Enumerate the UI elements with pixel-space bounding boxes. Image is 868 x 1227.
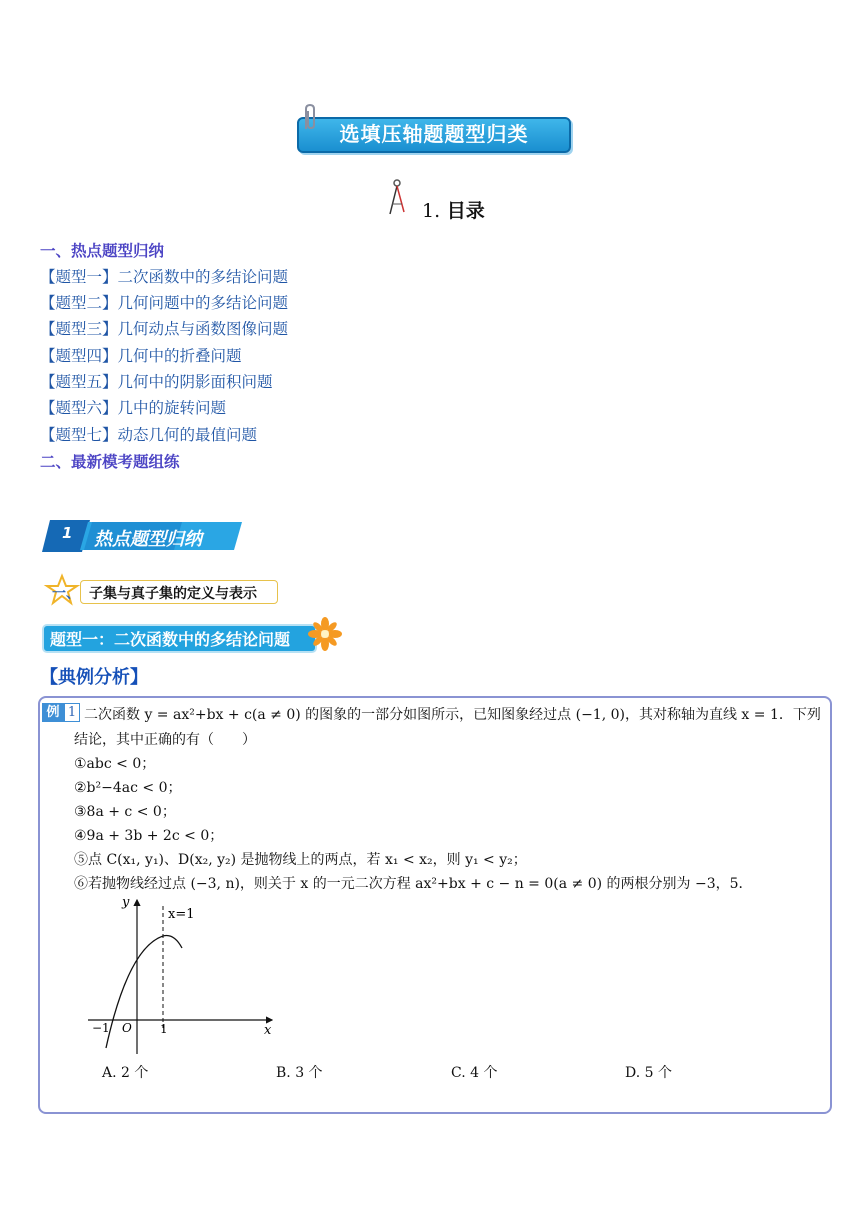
section-title: 热点题型归纳 [94, 529, 202, 550]
example-tag: 例 [42, 703, 64, 722]
statement-5: ⑤点 C(x₁, y₁)、D(x₂, y₂) 是抛物线上的两点，若 x₁ < x₂，则 y₁ < y₂； [74, 852, 527, 868]
tick-neg1-label: −1 [92, 1021, 110, 1035]
example-number: 1 [64, 703, 80, 722]
toc-item-1[interactable]: 【题型一】二次函数中的多结论问题 [40, 268, 289, 286]
compass-icon [384, 178, 414, 218]
x-axis-label: x [264, 1023, 272, 1038]
toc-item-6[interactable]: 【题型六】几中的旋转问题 [40, 399, 227, 417]
type-heading: 题型一：二次函数中的多结论问题 [50, 630, 291, 649]
toc-item-7[interactable]: 【题型七】动态几何的最值问题 [40, 426, 258, 444]
statement-2: ②b²−4ac < 0； [74, 780, 182, 796]
toc-item-2[interactable]: 【题型二】几何问题中的多结论问题 [40, 294, 289, 312]
parabola-graph [84, 888, 284, 1058]
symmetry-axis-label: x=1 [168, 907, 195, 922]
tick-1-label: 1 [160, 1022, 168, 1036]
statement-6: ⑥若抛物线经过点 (−3, n)，则关于 x 的一元二次方程 ax²+bx + c − n = 0(a ≠ 0) 的两根分别为 −3，5． [74, 876, 753, 892]
subheading-text: 子集与真子集的定义与表示 [89, 586, 257, 602]
statement-1: ①abc < 0； [74, 756, 156, 772]
toc-heading-text: 目录 [446, 200, 485, 222]
toc-section-2[interactable]: 二、最新模考题组练 [40, 453, 180, 471]
y-axis-label: y [122, 895, 130, 910]
question-stem-line2: 结论，其中正确的有（ ） [74, 732, 256, 748]
statement-3: ③8a + c < 0； [74, 804, 176, 820]
paperclip-icon [300, 103, 322, 133]
section-number: 1 [62, 524, 73, 542]
toc-item-4[interactable]: 【题型四】几何中的折叠问题 [40, 347, 242, 365]
analysis-heading: 【典例分析】 [40, 667, 148, 688]
toc-section-1[interactable]: 一、热点题型归纳 [40, 242, 165, 260]
toc-heading-number: 1. [422, 200, 441, 222]
flower-icon [307, 616, 343, 652]
document-title: 选填压轴题题型归类 [339, 122, 529, 146]
origin-label: O [122, 1021, 132, 1035]
option-a[interactable]: A. 2 个 [102, 1065, 149, 1081]
question-stem-line1: 二次函数 y = ax²+bx + c(a ≠ 0) 的图象的一部分如图所示，已知图象经过点 (−1, 0)，其对称轴为直线 x = 1．下列 [84, 707, 821, 723]
toc-item-5[interactable]: 【题型五】几何中的阴影面积问题 [40, 373, 273, 391]
parabola-curve [106, 936, 182, 1049]
option-d[interactable]: D. 5 个 [625, 1065, 672, 1081]
subheading-label: 一、 [52, 586, 80, 602]
statement-4: ④9a + 3b + 2c < 0； [74, 828, 224, 844]
toc-heading [422, 196, 485, 223]
option-b[interactable]: B. 3 个 [276, 1065, 323, 1081]
option-c[interactable]: C. 4 个 [451, 1065, 498, 1081]
toc-item-3[interactable]: 【题型三】几何动点与函数图像问题 [40, 320, 289, 338]
